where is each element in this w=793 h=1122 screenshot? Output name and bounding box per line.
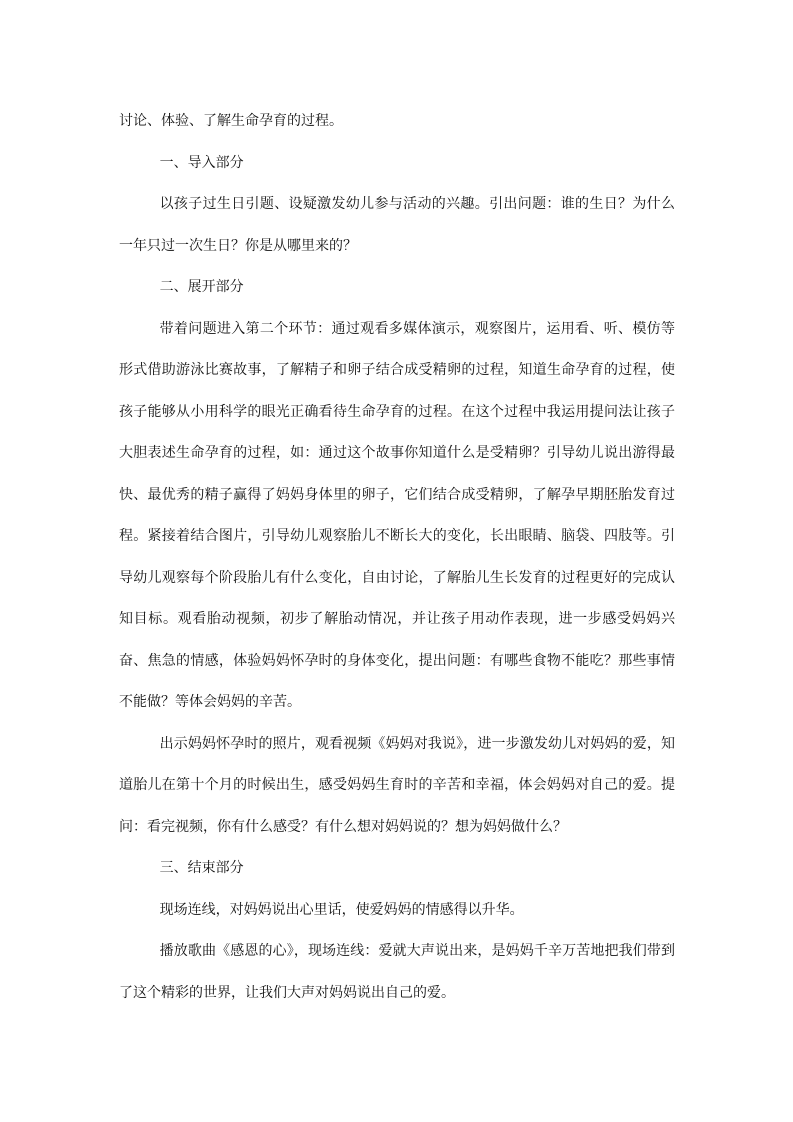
section-heading-introduction: 一、导入部分 [159,154,244,171]
document-body [119,101,675,1014]
paragraph-development: 带着问题进入第二个环节：通过观看多媒体演示，观察图片，运用看、听、模仿等形式借助游泳比赛故事，了解精子和卵子结合成受精卵的过程，知道生命孕育的过程，使孩子能够从小用科学的眼光正确看待生命孕育的过程。在这个过程中我运用提问法让孩子大胆表述生命孕育的过程，如：通过这个故事你知道什么是受精卵？引导幼儿说出游得最快、最优秀的精子赢得了妈妈身体里的卵子，它们结合成受精卵，了解孕早期胚胎发育过程。紧接着结合图片，引导幼儿观察胎儿不断长大的变化，长出眼睛、脑袋、四肢等。引导幼儿观察每个阶段胎儿有什么变化，自由讨论，了解胎儿生长发育的过程更好的完成认知目标。观看胎动视频，初步了解胎动情况，并让孩子用动作表现，进一步感受妈妈兴奋、焦急的情感，体验妈妈怀孕时的身体变化，提出问题：有哪些食物不能吃？那些事情不能做？等体会妈妈的辛苦。 [119,320,675,710]
section-heading-development: 二、展开部分 [159,279,244,295]
section-heading-conclusion: 三、结束部分 [159,860,244,876]
paragraph-intro-tail: 讨论、体验、了解生命孕育的过程。 [119,113,343,129]
paragraph-song: 播放歌曲《感恩的心》，现场连线：爱就大声说出来，是妈妈千辛万苦地把我们带到了这个精彩的世界，让我们大声对妈妈说出自己的爱。 [119,943,675,1001]
paragraph-introduction: 以孩子过生日引题、设疑激发幼儿参与活动的兴趣。引出问题：谁的生日？为什么一年只过一次生日？你是从哪里来的？ [119,196,675,254]
paragraph-photo-video: 出示妈妈怀孕时的照片，观看视频《妈妈对我说》，进一步激发幼儿对妈妈的爱，知道胎儿在第十个月的时候出生，感受妈妈生育时的辛苦和幸福，体会妈妈对自己的爱。提问：看完视频，你有什么感受？有什么想对妈妈说的？想为妈妈做什么？ [119,735,675,835]
paragraph-live-connection: 现场连线，对妈妈说出心里话，使爱妈妈的情感得以升华。 [159,901,524,918]
